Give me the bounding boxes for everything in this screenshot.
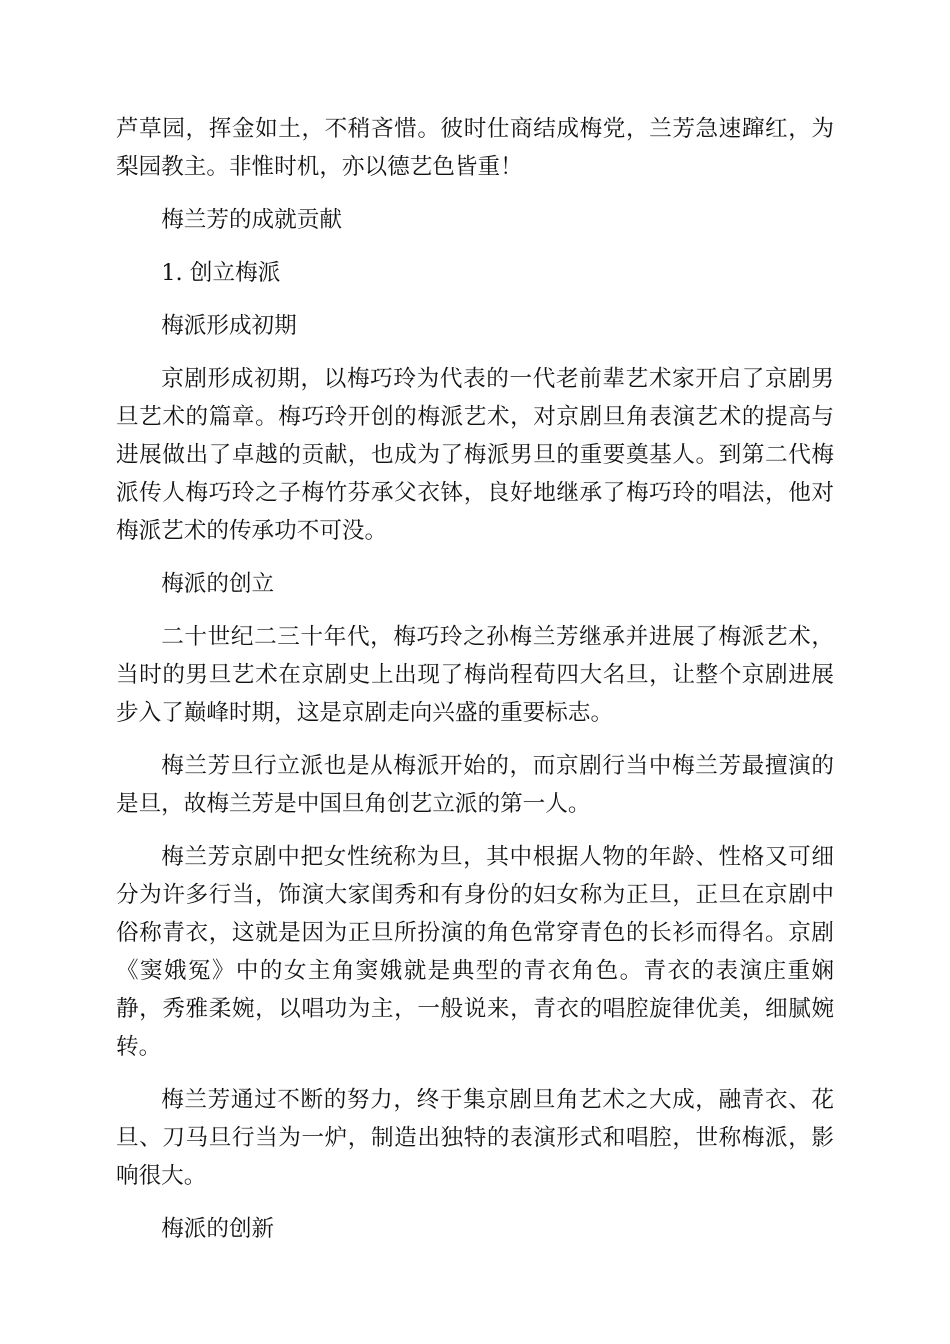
- subheading-founding-mei-school: 1. 创立梅派: [161, 260, 281, 286]
- subheading-innovation: 梅派的创新: [161, 1216, 275, 1242]
- paragraph-dan-role-school: 梅兰芳旦行立派也是从梅派开始的，而京剧行当中梅兰芳最擅演的是旦，故梅兰芳是中国旦角创艺立派的第一人。: [116, 753, 834, 817]
- document-body: [116, 110, 834, 1263]
- section-heading-achievements: 梅兰芳的成就贡献: [161, 207, 342, 233]
- subheading-early-period: 梅派形成初期: [161, 313, 297, 339]
- paragraph-continuation: 芦草园，挥金如土，不稍吝惜。彼时仕商结成梅党，兰芳急速蹿红，为梨园教主。非惟时机，亦以德艺色皆重！: [116, 116, 834, 180]
- paragraph-early-period: 京剧形成初期，以梅巧玲为代表的一代老前辈艺术家开启了京剧男旦艺术的篇章。梅巧玲开创的梅派艺术，对京剧旦角表演艺术的提高与进展做出了卓越的贡献，也成为了梅派男旦的重要奠基人。到第二代梅派传人梅巧玲之子梅竹芬承父衣钵，良好地继承了梅巧玲的唱法，他对梅派艺术的传承功不可没。: [116, 366, 834, 544]
- paragraph-1920s-1930s: 二十世纪二三十年代，梅巧玲之孙梅兰芳继承并进展了梅派艺术，当时的男旦艺术在京剧史上出现了梅尚程荀四大名旦，让整个京剧进展步入了巅峰时期，这是京剧走向兴盛的重要标志。: [116, 624, 834, 726]
- paragraph-mei-school-synthesis: 梅兰芳通过不断的努力，终于集京剧旦角艺术之大成，融青衣、花旦、刀马旦行当为一炉，制造出独特的表演形式和唱腔，世称梅派，影响很大。: [116, 1087, 834, 1189]
- paragraph-qingyi: 梅兰芳京剧中把女性统称为旦，其中根据人物的年龄、性格又可细分为许多行当，饰演大家闺秀和有身份的妇女称为正旦，正旦在京剧中俗称青衣，这就是因为正旦所扮演的角色常穿青色的长衫而得名。京剧《窦娥冤》中的女主角窦娥就是典型的青衣角色。青衣的表演庄重娴静，秀雅柔婉，以唱功为主，一般说来，青衣的唱腔旋律优美，细腻婉转。: [116, 844, 834, 1060]
- subheading-founding: 梅派的创立: [161, 571, 275, 597]
